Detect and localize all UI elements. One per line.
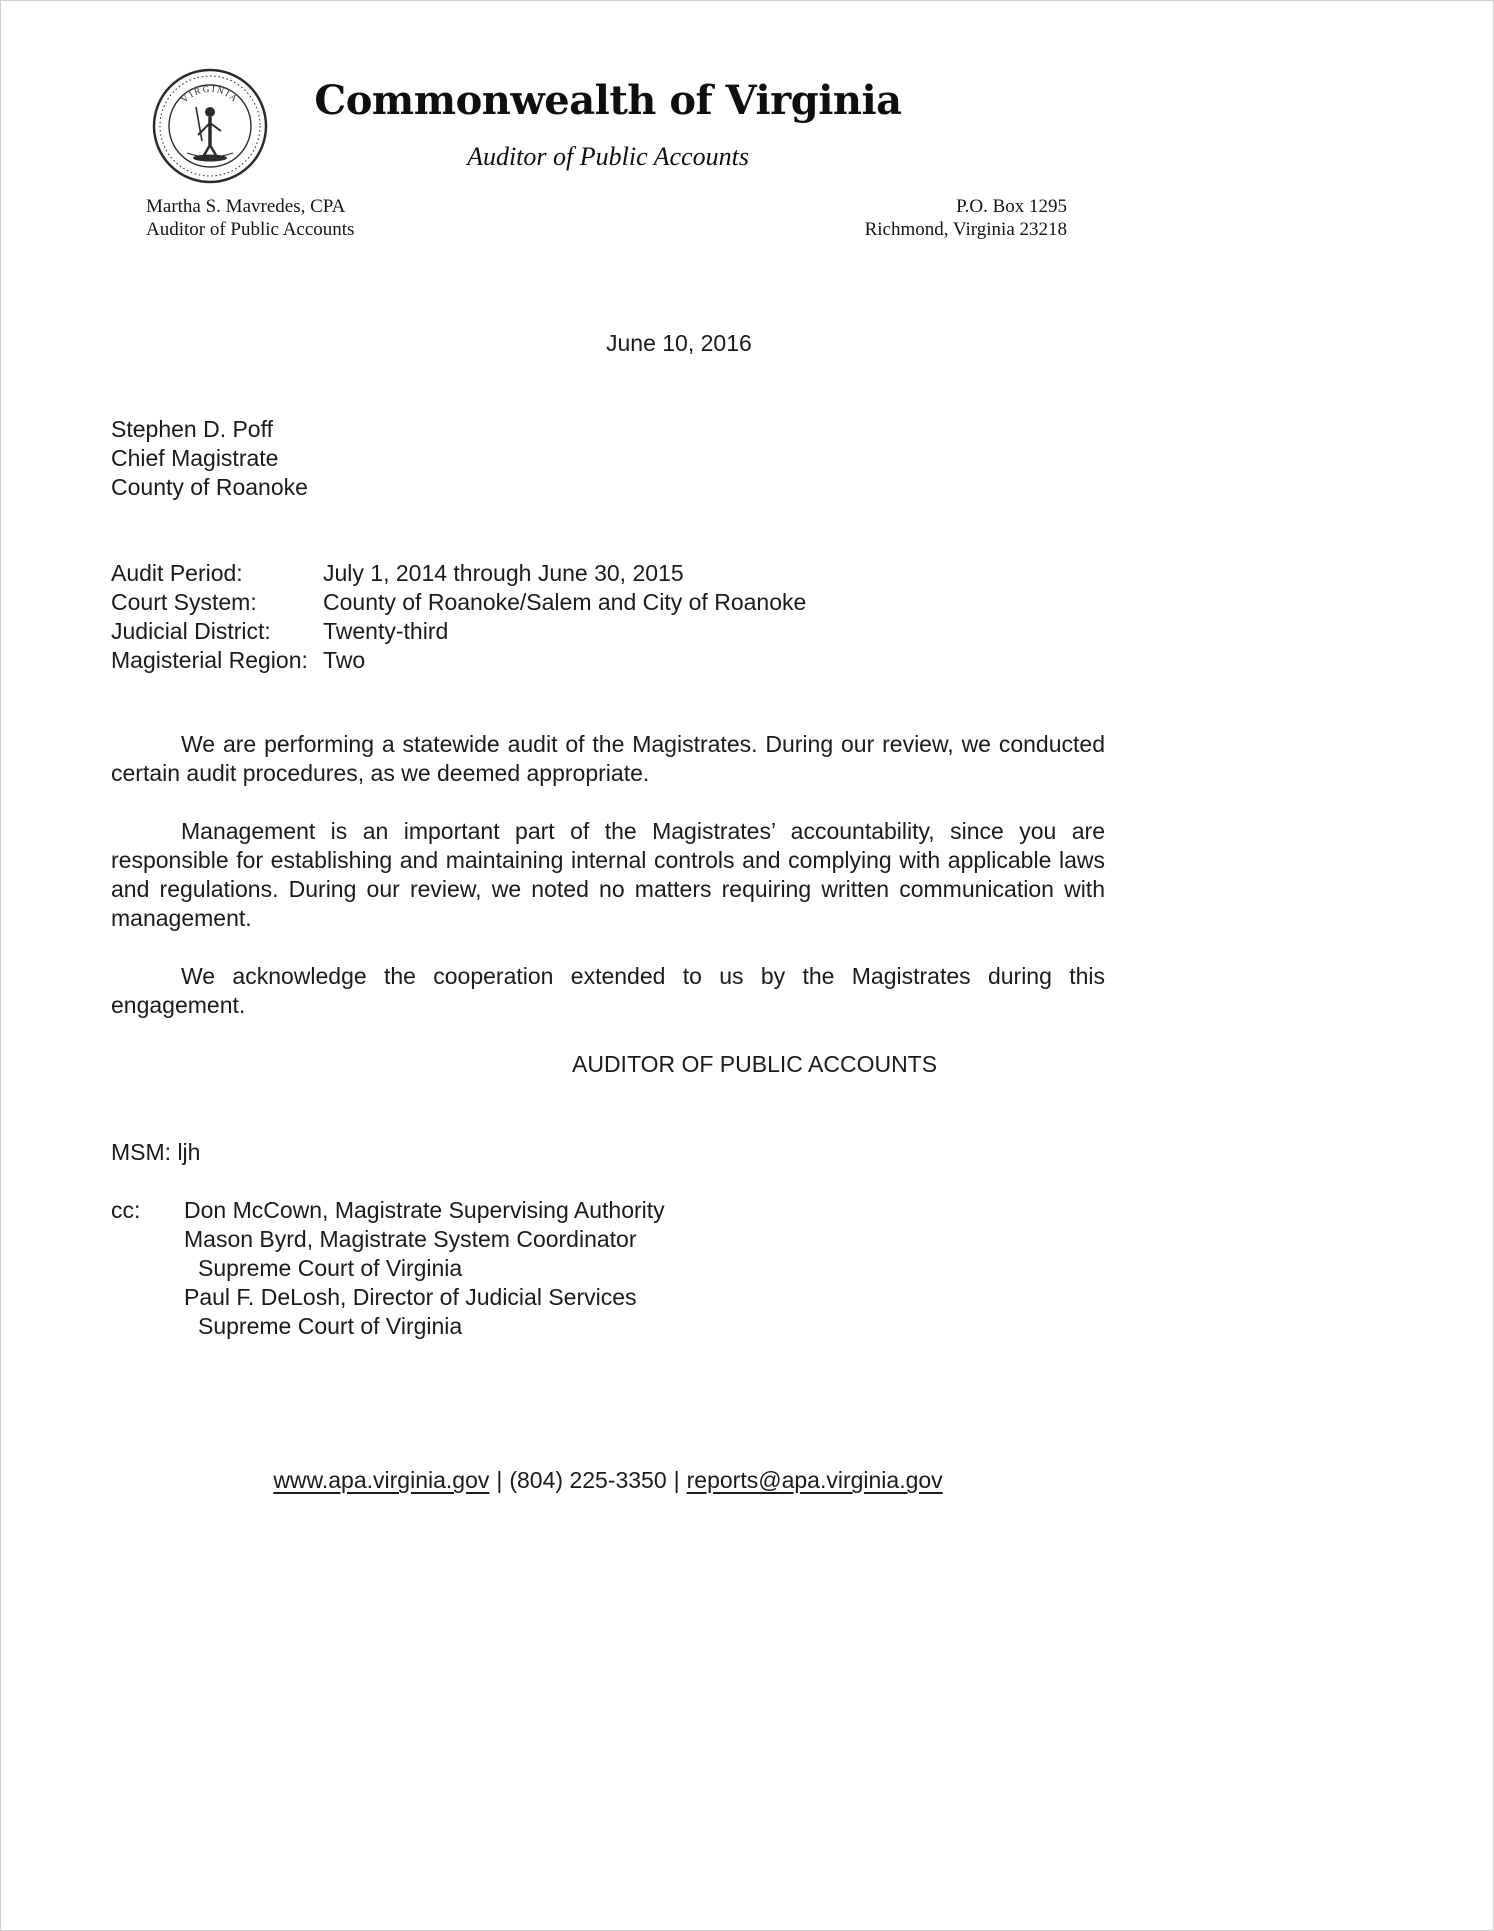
cc-entry: Paul F. DeLosh, Director of Judicial Services	[184, 1284, 637, 1310]
auditor-title: Auditor of Public Accounts	[146, 219, 355, 240]
cc-label: cc:	[111, 1197, 141, 1223]
audit-period-label: Audit Period:	[111, 560, 243, 586]
sender-contact-left	[146, 195, 354, 241]
cc-entry: Mason Byrd, Magistrate System Coordinator	[184, 1226, 637, 1252]
footer-separator: |	[673, 1467, 680, 1493]
cc-entry-sub: Supreme Court of Virginia	[198, 1255, 463, 1281]
magisterial-region-value: Two	[323, 647, 366, 673]
audit-info-block	[111, 559, 806, 675]
judicial-district-label: Judicial District:	[111, 618, 271, 644]
cc-entries	[184, 1196, 665, 1341]
judicial-district-value: Twenty-third	[323, 618, 449, 644]
body-paragraph-1: We are performing a statewide audit of the Magistrates. During our review, we conducted certain audit procedures, as we deemed appropriate.	[111, 731, 1105, 786]
recipient-organization: County of Roanoke	[111, 474, 308, 500]
audit-info-row	[111, 646, 806, 675]
po-box-line: P.O. Box 1295	[956, 196, 1067, 217]
audit-period-value: July 1, 2014 through June 30, 2015	[323, 560, 684, 586]
virginia-state-seal-icon	[151, 65, 269, 187]
cc-entry-sub: Supreme Court of Virginia	[198, 1313, 463, 1339]
audit-info-row	[111, 617, 806, 646]
letter-date: June 10, 2016	[606, 330, 752, 356]
court-system-value: County of Roanoke/Salem and City of Roanoke	[323, 589, 807, 615]
city-state-zip-line: Richmond, Virginia 23218	[864, 219, 1067, 240]
cc-block	[111, 1196, 665, 1341]
website-link[interactable]: www.apa.virginia.gov	[273, 1467, 490, 1493]
cc-entry: Don McCown, Magistrate Supervising Authority	[184, 1197, 665, 1223]
reference-initials: MSM: ljh	[111, 1139, 201, 1165]
svg-text:VIRGINIA	[179, 84, 240, 105]
footer-contact	[111, 1467, 1105, 1494]
letterhead-title: Commonwealth of Virginia	[314, 77, 902, 124]
audit-info-row	[111, 559, 806, 588]
email-link[interactable]: reports@apa.virginia.gov	[686, 1467, 943, 1493]
letter-body	[111, 730, 1105, 1049]
seal-arc-label: VIRGINIA	[179, 83, 241, 105]
footer-phone: (804) 225-3350	[509, 1467, 667, 1493]
letterhead	[281, 77, 935, 172]
letterhead-subtitle: Auditor of Public Accounts	[467, 142, 749, 171]
body-paragraph-3: We acknowledge the cooperation extended to us by the Magistrates during this engagement.	[111, 963, 1105, 1018]
auditor-name: Martha S. Mavredes, CPA	[146, 196, 346, 217]
recipient-title: Chief Magistrate	[111, 445, 279, 471]
recipient-block	[111, 415, 308, 502]
sender-contact-right	[865, 195, 1067, 241]
audit-info-row	[111, 588, 806, 617]
recipient-name: Stephen D. Poff	[111, 416, 273, 442]
court-system-label: Court System:	[111, 589, 257, 615]
signature-line: AUDITOR OF PUBLIC ACCOUNTS	[572, 1051, 938, 1077]
body-paragraph-2: Management is an important part of the Magistrates’ accountability, since you are responsible for establishing and maintaining internal controls and complying with applicable laws and regulations. During our review, we noted no matters requiring written communication with management.	[111, 818, 1105, 931]
magisterial-region-label: Magisterial Region:	[111, 647, 308, 673]
footer-separator: |	[496, 1467, 503, 1493]
